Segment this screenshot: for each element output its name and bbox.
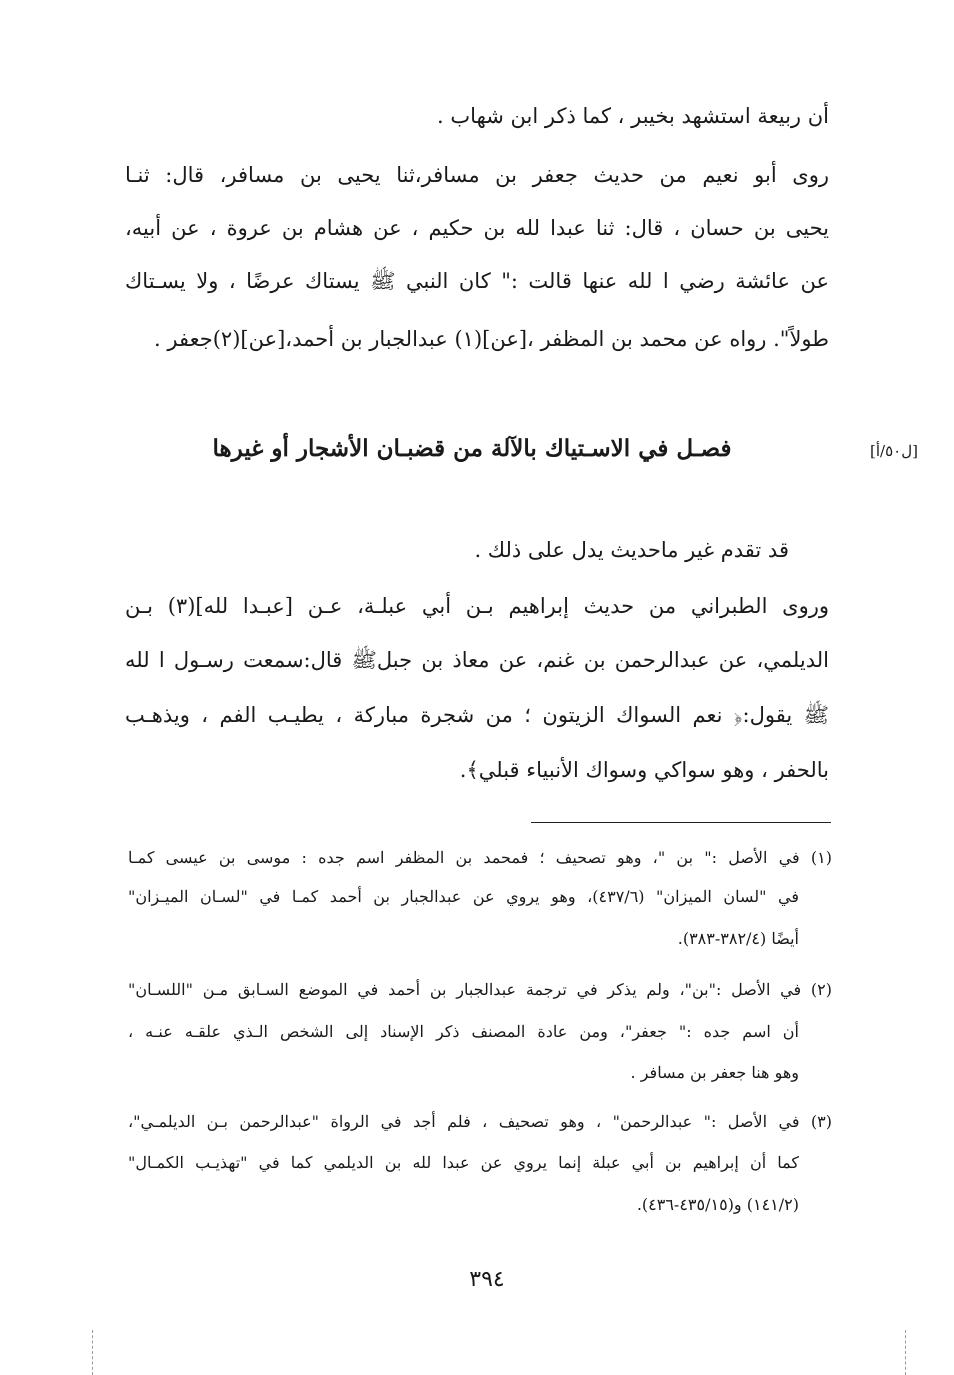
hadith-line-2: يحيى بن حسان ، قال: ثنا عبدا لله بن حكيم ، عن هشام بن عروة ، عن أبيه، (125, 216, 829, 240)
section-line-5: بالحفر ، وهو سواكي وسواك الأنبياء قبلي﴾. (459, 758, 829, 782)
hadith-line-1: روى أبو نعيم من حديث جعفر بن مسافر،ثنا يحيى بن مسافر، قال: ثنـا (125, 163, 829, 187)
scan-edge-mark-right (905, 1330, 906, 1375)
scan-edge-mark-left (92, 1330, 93, 1375)
footnote-3-line-3: (١٤١/٢) و(٤٣٥/١٥-٤٣٦). (636, 1195, 799, 1214)
footnote-2-line-1: (٢) في الأصل :"بن"، ولم يذكر في ترجمة عبدالجبار بن أحمد في الموضع السـابق مـن "اللسـان" (128, 980, 832, 999)
footnote-2-line-3: وهو هنا جعفر بن مسافر . (630, 1063, 799, 1082)
section-heading: فصـل في الاسـتياك بالآلة من قضبـان الأشجار أو غيرها (212, 435, 732, 462)
folio-margin-note: [ل٥٠/أ] (870, 442, 918, 460)
section-line-1: قد تقدم غير ماحديث يدل على ذلك . (474, 538, 789, 562)
footnote-separator (531, 822, 831, 823)
footnote-3-line-2: كما أن إبراهيم بن أبي عبلة إنما يروي عن عبدا لله بن الديلمي كما في "تهذيـب الكمـال" (128, 1153, 799, 1172)
footnote-2-line-2: أن اسم جده :" جعفر"، ومن عادة المصنف ذكر الإسناد إلى الشخص الـذي علقـه عنـه ، (128, 1022, 799, 1041)
hadith-line-4: طولاً". رواه عن محمد بن المظفر ،[عن](١) عبدالجبار بن أحمد،[عن](٢)جعفر . (154, 327, 829, 351)
hadith-line-3: عن عائشة رضي ا لله عنها قالت :" كان النبي ﷺ يستاك عرضًا ، ولا يسـتاك (125, 269, 829, 293)
footnote-1-line-2: في "لسان الميزان" (٤٣٧/٦)، وهو يروي عن عبدالجبار بن أحمد كمـا في "لسـان الميـزان" (128, 887, 799, 906)
page-number: ٣٩٤ (469, 1267, 505, 1292)
footnote-1-line-3: أيضًا (٣٨٢/٤-٣٨٣). (677, 929, 799, 948)
footnote-3-line-1: (٣) في الأصل :" عبدالرحمن" ، وهو تصحيف ، فلم أجد في الرواة "عبدالرحمن بـن الديلمـي"، (128, 1112, 832, 1131)
top-paragraph-line-1: أن ربيعة استشهد بخيبر ، كما ذكر ابن شهاب . (437, 104, 829, 128)
section-line-3: الديلمي، عن عبدالرحمن بن غنم، عن معاذ بن جبلﷺ قال:سمعت رسـول ا لله (125, 648, 829, 672)
section-line-4: ﷺ يقول:﴿ نعم السواك الزيتون ؛ من شجرة مباركة ، يطيـب الفم ، ويذهـب (125, 703, 829, 727)
footnote-1-line-1: (١) في الأصل :" بن "، وهو تصحيف ؛ فمحمد بن المظفر اسم جده : موسى بن عيسى كمـا (128, 848, 832, 867)
section-line-2: وروى الطبراني من حديث إبراهيم بـن أبي عبلـة، عـن [عبـدا لله](٣) بـن (125, 594, 829, 618)
